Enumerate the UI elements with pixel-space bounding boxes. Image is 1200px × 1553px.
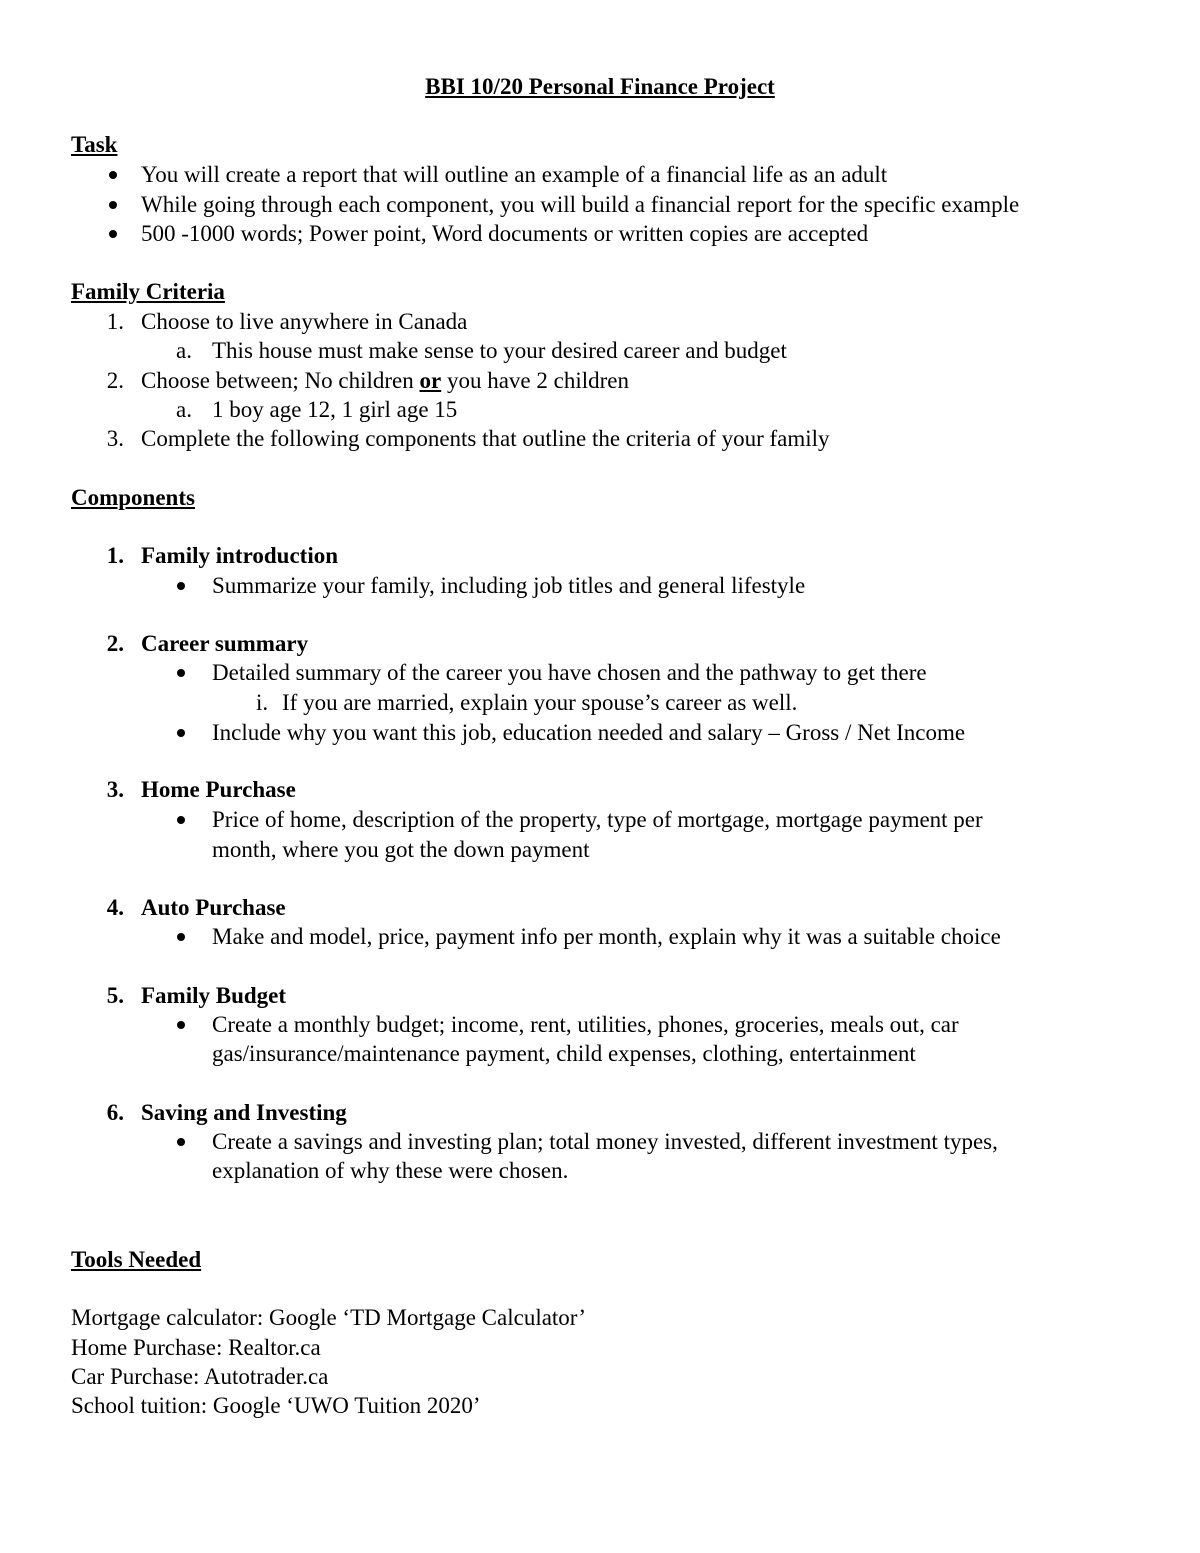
bullet-icon: [177, 933, 185, 941]
page-title: BBI 10/20 Personal Finance Project: [425, 74, 775, 99]
bullet-icon: [177, 582, 185, 590]
list-number: 3.: [106, 777, 124, 802]
component-line: Detailed summary of the career you have chosen and the pathway to get there: [212, 660, 927, 685]
component-title-family-introduction: Family introduction: [141, 543, 339, 568]
family-criteria-heading: Family Criteria: [71, 279, 225, 304]
component-line: Include why you want this job, education needed and salary – Gross / Net Income: [212, 720, 966, 745]
bullet-icon: [177, 1021, 185, 1029]
criteria-subitem-1a: This house must make sense to your desired career and budget: [212, 338, 787, 363]
component-title-auto-purchase: Auto Purchase: [141, 895, 286, 920]
task-bullet-3: 500 -1000 words; Power point, Word documents or written copies are accepted: [141, 221, 869, 246]
component-title-saving-and-investing: Saving and Investing: [141, 1100, 347, 1125]
list-roman: i.: [256, 690, 269, 715]
task-bullet-2: While going through each component, you will build a financial report for the specific example: [141, 192, 1020, 217]
list-number: 5.: [106, 983, 124, 1008]
list-number: 2.: [106, 631, 124, 656]
component-title-career-summary: Career summary: [141, 631, 309, 656]
list-number: 2.: [106, 368, 124, 393]
criteria-subitem-2a: 1 boy age 12, 1 girl age 15: [212, 397, 458, 422]
bullet-icon: [177, 816, 185, 824]
list-number: 1.: [106, 309, 124, 334]
bullet-icon: [177, 669, 185, 677]
tools-heading: Tools Needed: [71, 1247, 202, 1272]
list-number: 6.: [106, 1100, 124, 1125]
component-line: gas/insurance/maintenance payment, child expenses, clothing, entertainment: [212, 1041, 916, 1066]
bullet-icon: [109, 230, 117, 238]
criteria-item-2-emphasis: or: [419, 368, 442, 393]
tool-line: Car Purchase: Autotrader.ca: [71, 1364, 329, 1389]
task-bullet-1: You will create a report that will outline an example of a financial life as an adult: [141, 162, 888, 187]
list-number: 4.: [106, 895, 124, 920]
bullet-icon: [177, 729, 185, 737]
bullet-icon: [177, 1138, 185, 1146]
criteria-item-1: Choose to live anywhere in Canada: [141, 309, 468, 334]
list-letter: a.: [176, 397, 192, 422]
component-line: Make and model, price, payment info per month, explain why it was a suitable choice: [212, 924, 1001, 949]
criteria-item-3: Complete the following components that outline the criteria of your family: [141, 426, 830, 451]
list-letter: a.: [176, 338, 192, 363]
task-heading: Task: [71, 132, 118, 157]
tool-line: Home Purchase: Realtor.ca: [71, 1335, 321, 1360]
tool-line: Mortgage calculator: Google ‘TD Mortgage Calculator’: [71, 1305, 586, 1330]
component-line: month, where you got the down payment: [212, 837, 590, 862]
bullet-icon: [109, 171, 117, 179]
component-title-family-budget: Family Budget: [141, 983, 287, 1008]
component-line: Create a monthly budget; income, rent, utilities, phones, groceries, meals out, car: [212, 1012, 959, 1037]
criteria-item-2-after: you have 2 children: [441, 368, 629, 393]
component-line: Create a savings and investing plan; total money invested, different investment types,: [212, 1129, 998, 1154]
components-heading: Components: [71, 485, 195, 510]
bullet-icon: [109, 201, 117, 209]
component-line: explanation of why these were chosen.: [212, 1158, 569, 1183]
component-title-home-purchase: Home Purchase: [141, 777, 296, 802]
criteria-item-2-before: Choose between; No children: [141, 368, 420, 393]
list-number: 1.: [106, 543, 124, 568]
component-line: Price of home, description of the property, type of mortgage, mortgage payment per: [212, 807, 983, 832]
component-subline: If you are married, explain your spouse’s career as well.: [282, 690, 798, 715]
tool-line: School tuition: Google ‘UWO Tuition 2020’: [71, 1393, 481, 1418]
list-number: 3.: [106, 426, 124, 451]
component-line: Summarize your family, including job titles and general lifestyle: [212, 573, 806, 598]
criteria-item-2: [141, 366, 629, 396]
